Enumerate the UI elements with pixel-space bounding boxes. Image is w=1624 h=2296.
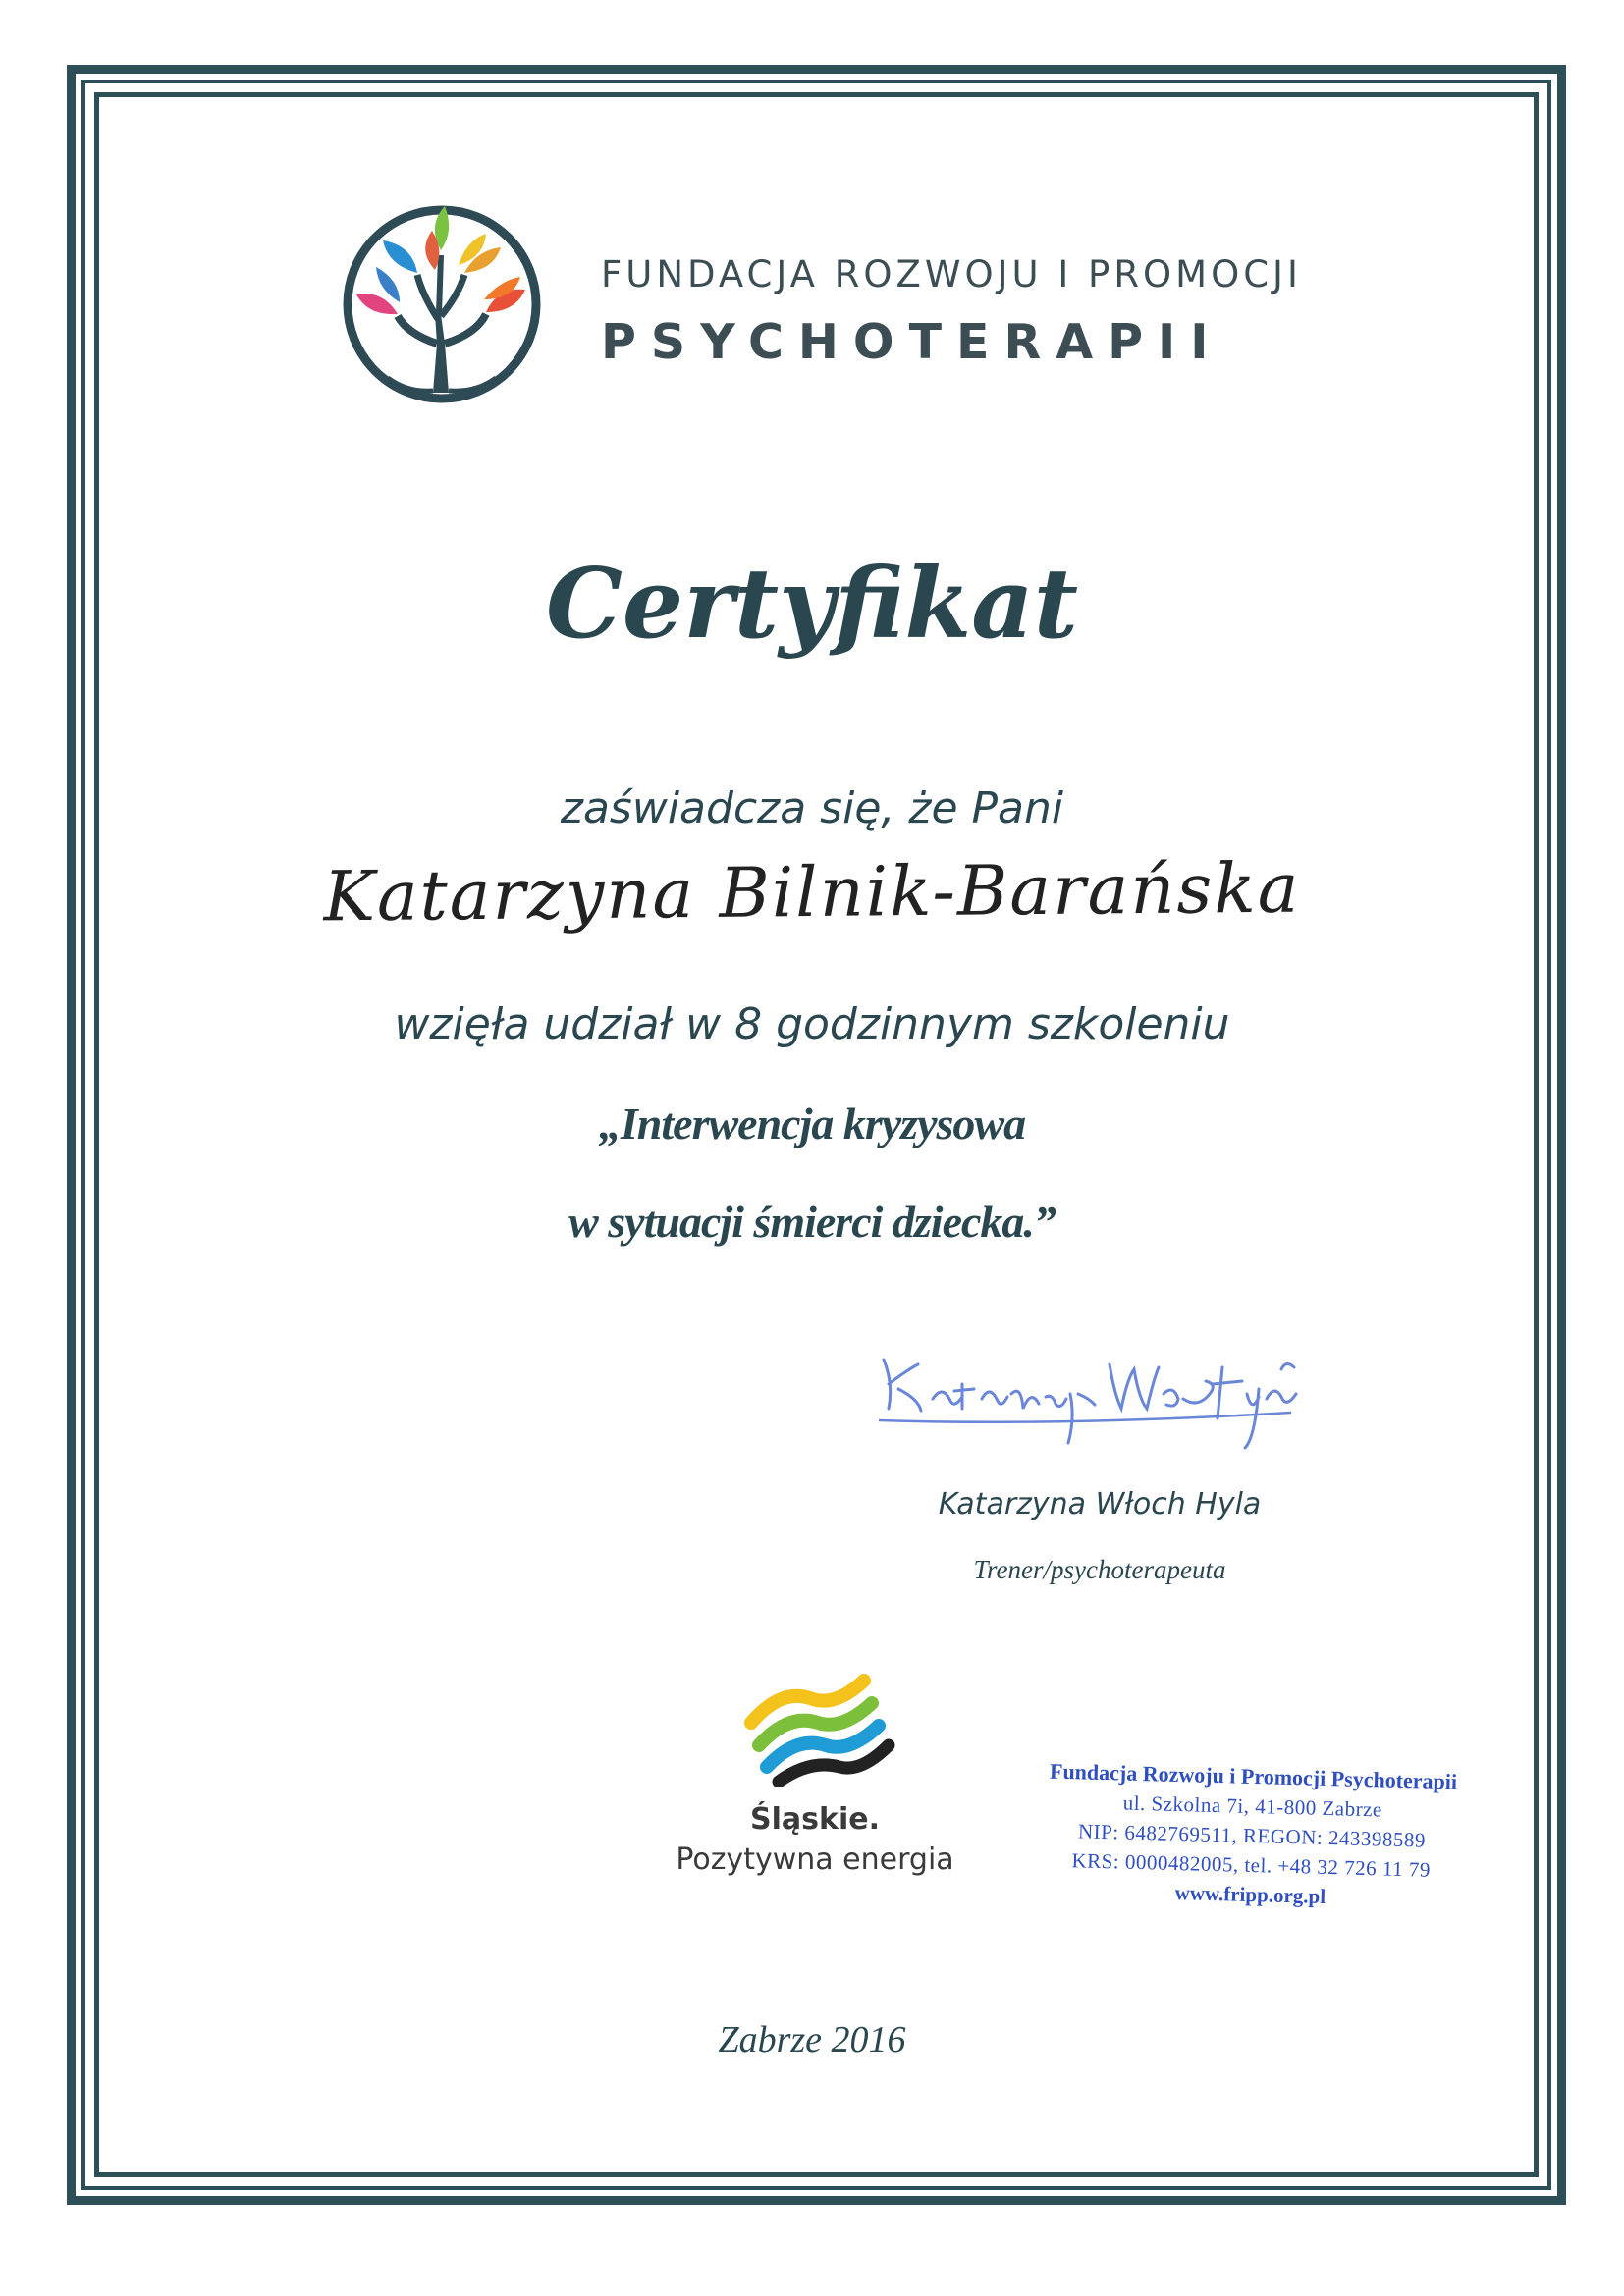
stamp-contact: KRS: 0000482005, tel. +48 32 726 11 79: [1071, 1848, 1432, 1882]
sponsor-name: Śląskie.: [750, 1802, 880, 1837]
certificate-title: Certyfikat: [545, 548, 1079, 661]
sponsor-tagline: Pozytywna energia: [676, 1842, 954, 1877]
tree-logo-icon: [339, 196, 545, 410]
signature-image: [864, 1340, 1306, 1477]
course-title-line2: w sytuacji śmierci dziecka.”: [568, 1197, 1056, 1247]
place-and-date: Zabrze 2016: [718, 2019, 906, 2060]
stamp-address: ul. Szkolna 7i, 41-800 Zabrze: [1122, 1790, 1383, 1822]
course-title-line1: „Interwencja kryzysowa: [598, 1098, 1026, 1148]
stamp-website: www.fripp.org.pl: [1174, 1880, 1326, 1908]
signatory-name: Katarzyna Włoch Hyla: [938, 1487, 1262, 1522]
participation-text: wzięła udział w 8 godzinnym szkoleniu: [394, 999, 1230, 1049]
recipient-name: Katarzyna Bilnik-Barańska: [323, 847, 1301, 937]
stamp-ids: NIP: 6482769511, REGON: 243398589: [1077, 1819, 1427, 1852]
stamp-organization-name: Fundacja Rozwoju i Promocji Psychoterapii: [1049, 1758, 1458, 1794]
slaskie-wave-logo-icon: [741, 1669, 898, 1787]
signatory-role: Trener/psychoterapeuta: [973, 1555, 1226, 1584]
certificate-intro: zaświadcza się, że Pani: [560, 783, 1064, 833]
organization-name-line1: FUNDACJA ROZWOJU I PROMOCJI: [601, 253, 1302, 295]
organization-stamp: [1019, 1756, 1485, 1915]
organization-name-line2: PSYCHOTERAPII: [601, 314, 1223, 370]
